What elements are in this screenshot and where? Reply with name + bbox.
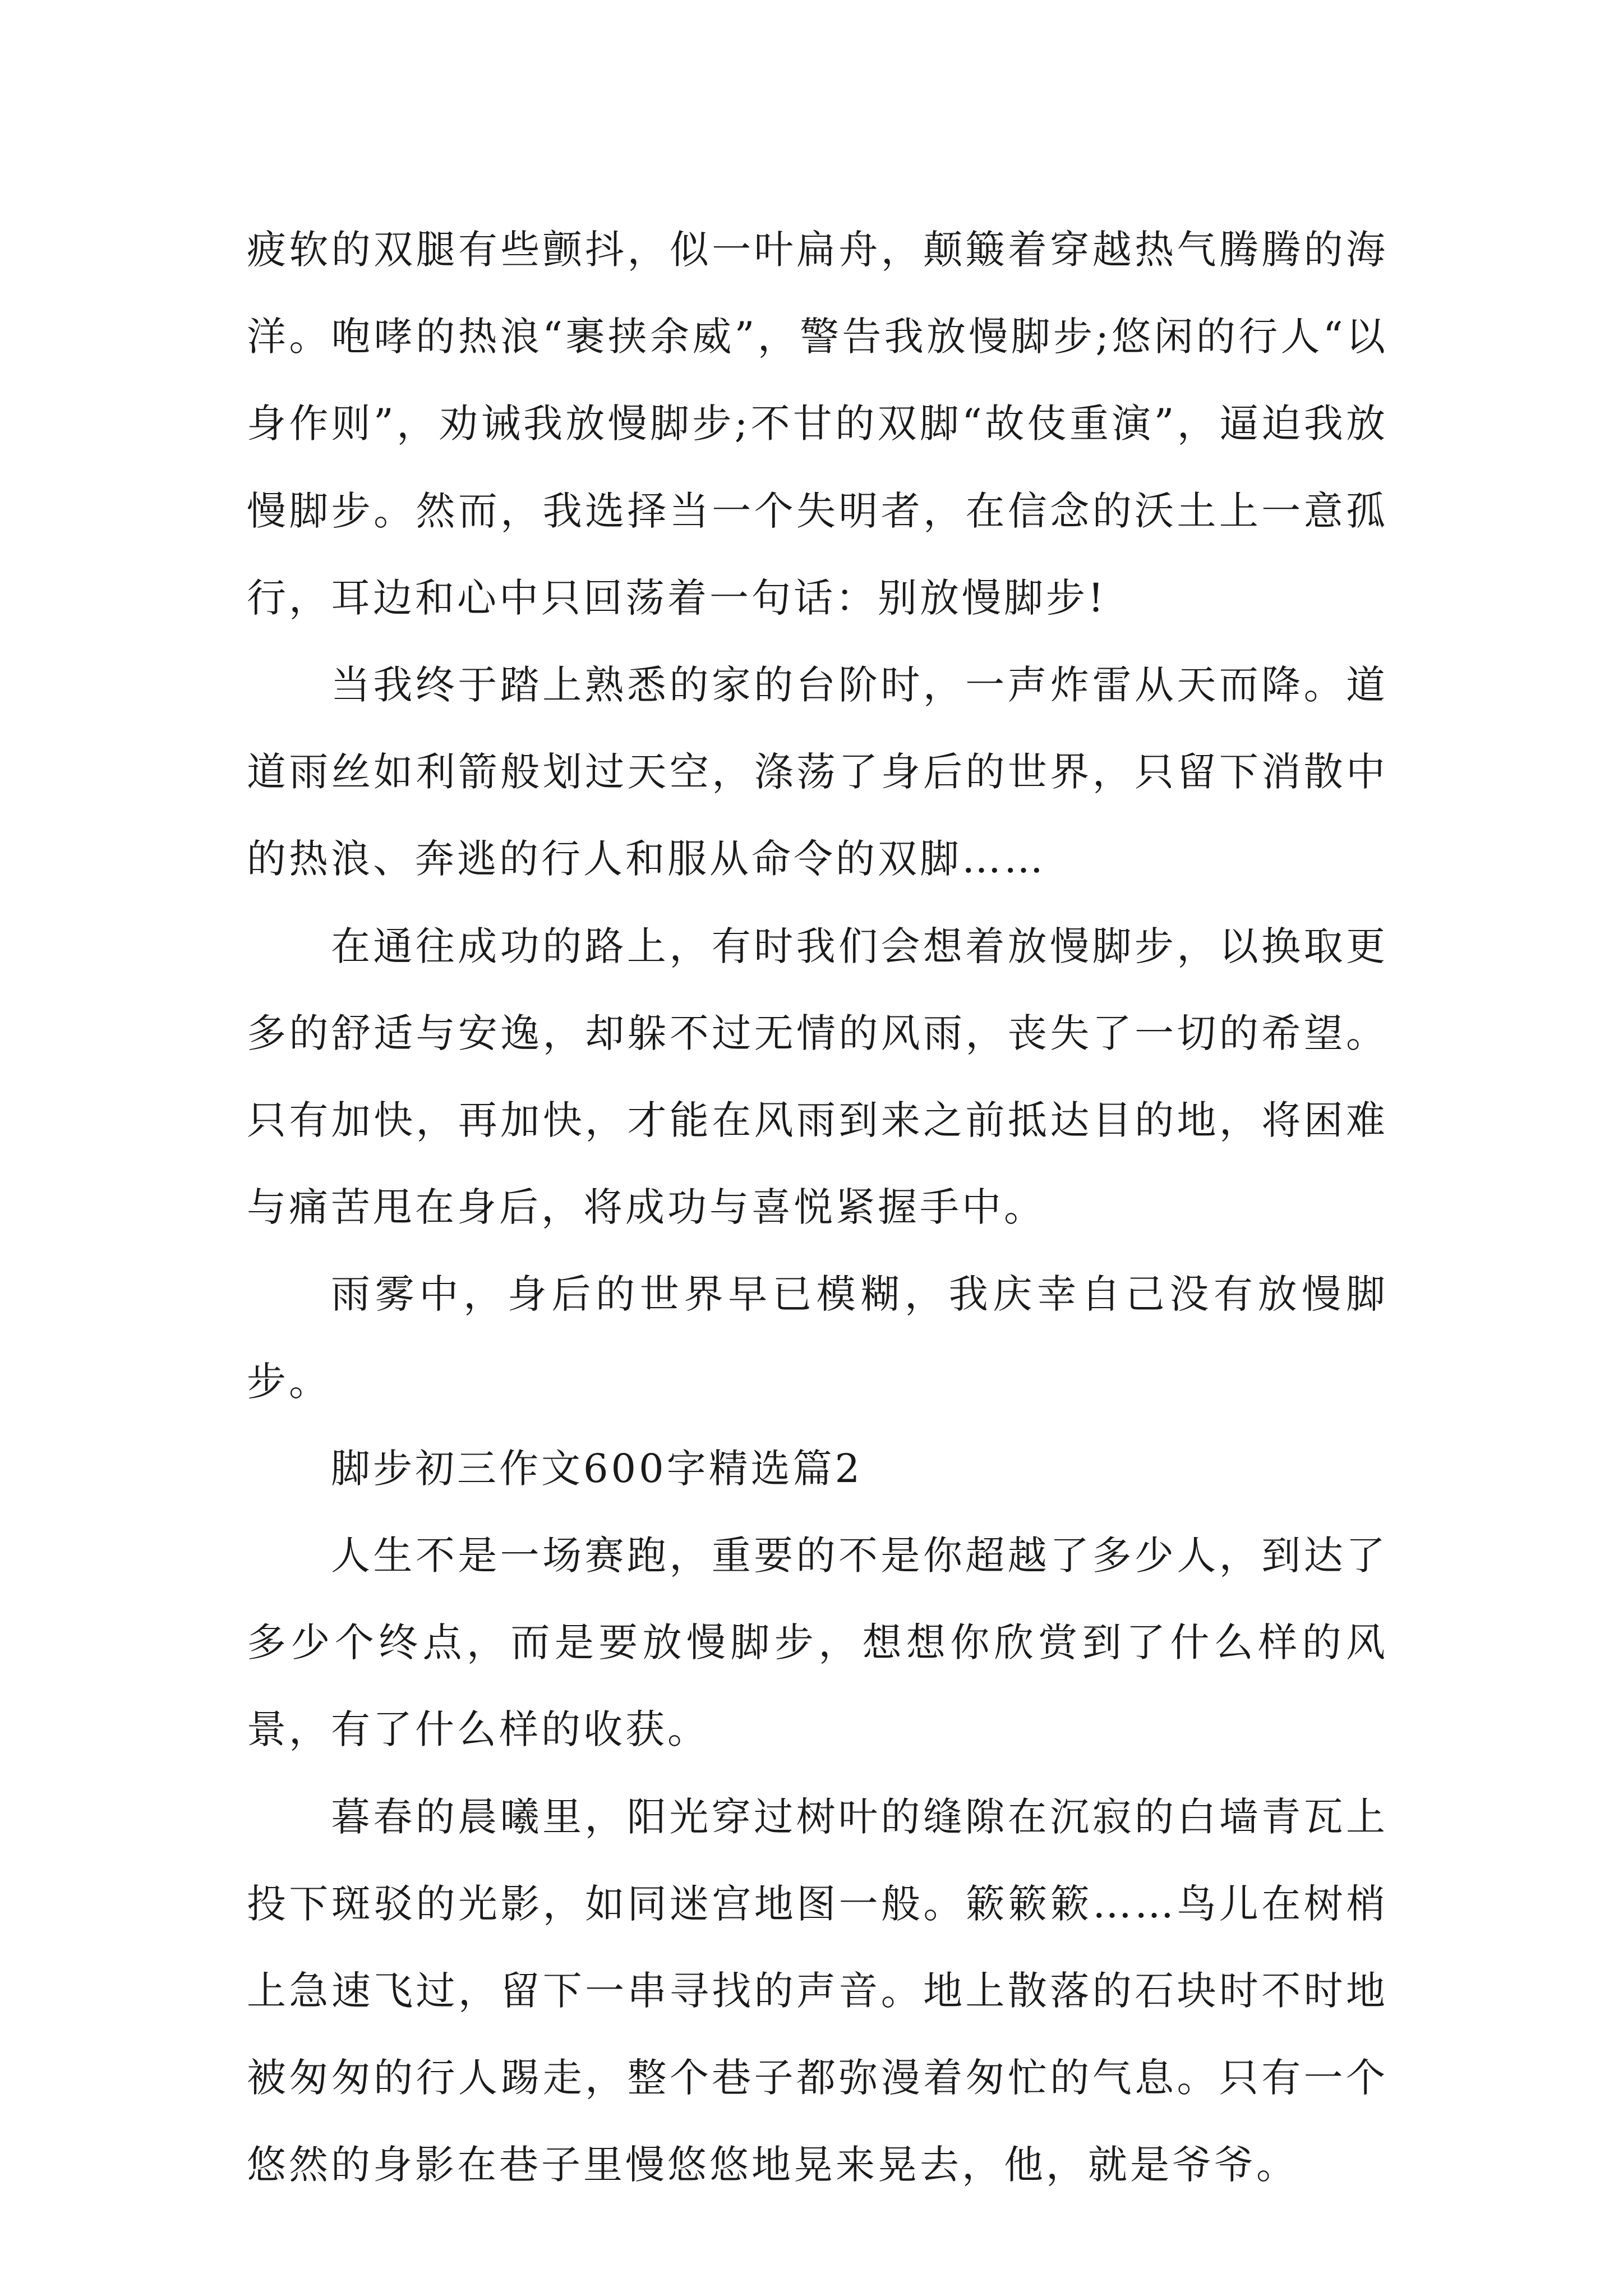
- paragraph-3: 在通往成功的路上，有时我们会想着放慢脚步，以换取更多的舒适与安逸，却躲不过无情的风雨，丧失了一切的希望。只有加快，再加快，才能在风雨到来之前抵达目的地，将困难与痛苦甩在身后，将成功与喜悦紧握手中。: [247, 923, 1388, 1231]
- paragraph-5: 人生不是一场赛跑，重要的不是你超越了多少人，到达了多少个终点，而是要放慢脚步，想想你欣赏到了什么样的风景，有了什么样的收获。: [247, 1533, 1388, 1753]
- paragraph-4: 雨雾中，身后的世界早已模糊，我庆幸自己没有放慢脚步。: [247, 1271, 1388, 1405]
- paragraph-2: 当我终于踏上熟悉的家的台阶时，一声炸雷从天而降。道道雨丝如利箭般划过天空，涤荡了身后的世界，只留下消散中的热浪、奔逃的行人和服从命令的双脚……: [247, 662, 1388, 882]
- document-body: [247, 206, 1388, 2209]
- paragraph-1: 疲软的双腿有些颤抖，似一叶扁舟，颠簸着穿越热气腾腾的海洋。咆哮的热浪“裹挟余威”，警告我放慢脚步;悠闲的行人“以身作则”，劝诫我放慢脚步;不甘的双脚“故伎重演”，逼迫我放慢脚步。然而，我选择当一个失明者，在信念的沃土上一意孤行，耳边和心中只回荡着一句话：别放慢脚步!: [247, 227, 1388, 621]
- section-heading: 脚步初三作文600字精选篇2: [331, 1445, 863, 1492]
- paragraph-6: 暮春的晨曦里，阳光穿过树叶的缝隙在沉寂的白墙青瓦上投下斑驳的光影，如同迷宫地图一般。簌簌簌……鸟儿在树梢上急速飞过，留下一串寻找的声音。地上散落的石块时不时地被匆匆的行人踢走，整个巷子都弥漫着匆忙的气息。只有一个悠然的身影在巷子里慢悠悠地晃来晃去，他，就是爷爷。: [247, 1793, 1388, 2188]
